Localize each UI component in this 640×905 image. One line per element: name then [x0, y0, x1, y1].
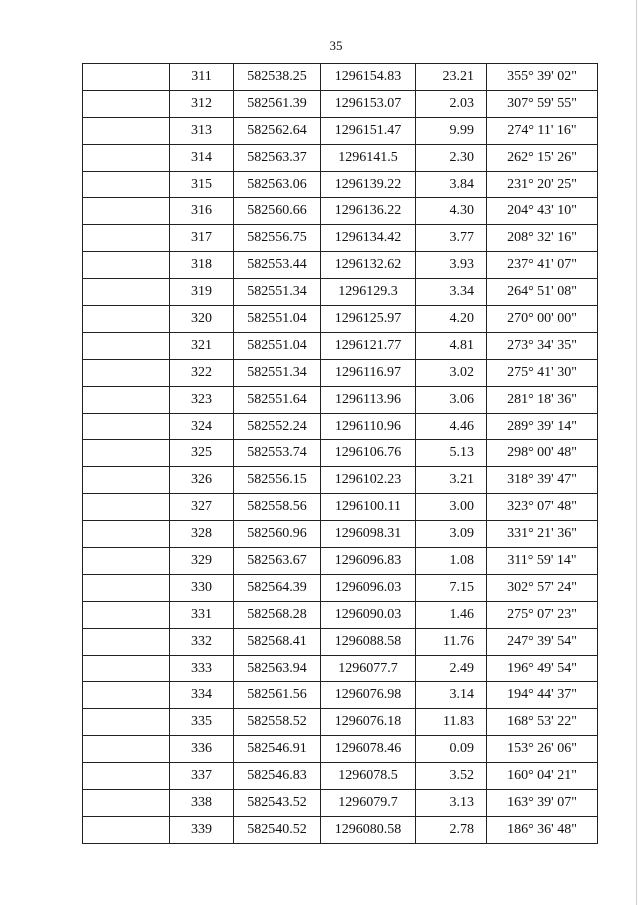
direction-angle-cell: 311° 59' 14": [487, 548, 598, 575]
x-coordinate-cell: 582560.66: [234, 198, 321, 225]
direction-angle-cell: 196° 49' 54": [487, 655, 598, 682]
row-label-cell: [83, 332, 170, 359]
coordinates-table: [82, 63, 598, 844]
row-label-cell: [83, 306, 170, 333]
direction-angle-cell: 237° 41' 07": [487, 252, 598, 279]
direction-angle-cell: 163° 39' 07": [487, 790, 598, 817]
distance-cell: 9.99: [416, 117, 487, 144]
x-coordinate-cell: 582560.96: [234, 521, 321, 548]
row-label-cell: [83, 816, 170, 843]
row-label-cell: [83, 521, 170, 548]
y-coordinate-cell: 1296078.46: [321, 736, 416, 763]
direction-angle-cell: 274° 11' 16": [487, 117, 598, 144]
row-label-cell: [83, 601, 170, 628]
x-coordinate-cell: 582538.25: [234, 64, 321, 91]
x-coordinate-cell: 582546.91: [234, 736, 321, 763]
row-label-cell: [83, 198, 170, 225]
direction-angle-cell: 204° 43' 10": [487, 198, 598, 225]
table-row: [83, 225, 598, 252]
table-row: [83, 628, 598, 655]
y-coordinate-cell: 1296079.7: [321, 790, 416, 817]
point-number-cell: 338: [170, 790, 234, 817]
row-label-cell: [83, 359, 170, 386]
x-coordinate-cell: 582558.56: [234, 494, 321, 521]
table-row: [83, 816, 598, 843]
distance-cell: 3.09: [416, 521, 487, 548]
x-coordinate-cell: 582553.74: [234, 440, 321, 467]
direction-angle-cell: 273° 34' 35": [487, 332, 598, 359]
y-coordinate-cell: 1296136.22: [321, 198, 416, 225]
distance-cell: 3.06: [416, 386, 487, 413]
point-number-cell: 329: [170, 548, 234, 575]
table-row: [83, 117, 598, 144]
y-coordinate-cell: 1296121.77: [321, 332, 416, 359]
table-row: [83, 521, 598, 548]
direction-angle-cell: 168° 53' 22": [487, 709, 598, 736]
direction-angle-cell: 298° 00' 48": [487, 440, 598, 467]
table-row: [83, 306, 598, 333]
y-coordinate-cell: 1296110.96: [321, 413, 416, 440]
x-coordinate-cell: 582562.64: [234, 117, 321, 144]
y-coordinate-cell: 1296154.83: [321, 64, 416, 91]
row-label-cell: [83, 763, 170, 790]
point-number-cell: 339: [170, 816, 234, 843]
distance-cell: 2.03: [416, 90, 487, 117]
direction-angle-cell: 281° 18' 36": [487, 386, 598, 413]
row-label-cell: [83, 628, 170, 655]
x-coordinate-cell: 582551.04: [234, 332, 321, 359]
row-label-cell: [83, 64, 170, 91]
direction-angle-cell: 289° 39' 14": [487, 413, 598, 440]
direction-angle-cell: 262° 15' 26": [487, 144, 598, 171]
x-coordinate-cell: 582568.41: [234, 628, 321, 655]
distance-cell: 3.77: [416, 225, 487, 252]
y-coordinate-cell: 1296151.47: [321, 117, 416, 144]
table-row: [83, 359, 598, 386]
table-row: [83, 171, 598, 198]
table-row: [83, 655, 598, 682]
x-coordinate-cell: 582561.39: [234, 90, 321, 117]
y-coordinate-cell: 1296076.18: [321, 709, 416, 736]
y-coordinate-cell: 1296078.5: [321, 763, 416, 790]
point-number-cell: 335: [170, 709, 234, 736]
row-label-cell: [83, 252, 170, 279]
table-row: [83, 144, 598, 171]
distance-cell: 2.49: [416, 655, 487, 682]
y-coordinate-cell: 1296102.23: [321, 467, 416, 494]
x-coordinate-cell: 582556.15: [234, 467, 321, 494]
table-row: [83, 790, 598, 817]
distance-cell: 1.46: [416, 601, 487, 628]
y-coordinate-cell: 1296100.11: [321, 494, 416, 521]
distance-cell: 3.13: [416, 790, 487, 817]
distance-cell: 3.21: [416, 467, 487, 494]
row-label-cell: [83, 279, 170, 306]
y-coordinate-cell: 1296116.97: [321, 359, 416, 386]
point-number-cell: 314: [170, 144, 234, 171]
table-row: [83, 763, 598, 790]
y-coordinate-cell: 1296129.3: [321, 279, 416, 306]
direction-angle-cell: 153° 26' 06": [487, 736, 598, 763]
point-number-cell: 330: [170, 574, 234, 601]
direction-angle-cell: 318° 39' 47": [487, 467, 598, 494]
table-row: [83, 736, 598, 763]
distance-cell: 3.84: [416, 171, 487, 198]
x-coordinate-cell: 582564.39: [234, 574, 321, 601]
point-number-cell: 326: [170, 467, 234, 494]
row-label-cell: [83, 709, 170, 736]
x-coordinate-cell: 582561.56: [234, 682, 321, 709]
direction-angle-cell: 186° 36' 48": [487, 816, 598, 843]
point-number-cell: 320: [170, 306, 234, 333]
direction-angle-cell: 275° 07' 23": [487, 601, 598, 628]
point-number-cell: 313: [170, 117, 234, 144]
direction-angle-cell: 275° 41' 30": [487, 359, 598, 386]
distance-cell: 0.09: [416, 736, 487, 763]
row-label-cell: [83, 736, 170, 763]
table-row: [83, 709, 598, 736]
row-label-cell: [83, 440, 170, 467]
direction-angle-cell: 302° 57' 24": [487, 574, 598, 601]
direction-angle-cell: 355° 39' 02": [487, 64, 598, 91]
x-coordinate-cell: 582563.67: [234, 548, 321, 575]
point-number-cell: 336: [170, 736, 234, 763]
page-number: 35: [329, 38, 343, 53]
direction-angle-cell: 270° 00' 00": [487, 306, 598, 333]
y-coordinate-cell: 1296077.7: [321, 655, 416, 682]
x-coordinate-cell: 582563.37: [234, 144, 321, 171]
direction-angle-cell: 208° 32' 16": [487, 225, 598, 252]
y-coordinate-cell: 1296088.58: [321, 628, 416, 655]
y-coordinate-cell: 1296132.62: [321, 252, 416, 279]
row-label-cell: [83, 494, 170, 521]
row-label-cell: [83, 117, 170, 144]
row-label-cell: [83, 386, 170, 413]
row-label-cell: [83, 467, 170, 494]
table-row: [83, 682, 598, 709]
direction-angle-cell: 247° 39' 54": [487, 628, 598, 655]
x-coordinate-cell: 582540.52: [234, 816, 321, 843]
direction-angle-cell: 307° 59' 55": [487, 90, 598, 117]
row-label-cell: [83, 655, 170, 682]
y-coordinate-cell: 1296096.03: [321, 574, 416, 601]
y-coordinate-cell: 1296090.03: [321, 601, 416, 628]
x-coordinate-cell: 582546.83: [234, 763, 321, 790]
distance-cell: 3.14: [416, 682, 487, 709]
row-label-cell: [83, 144, 170, 171]
x-coordinate-cell: 582551.64: [234, 386, 321, 413]
point-number-cell: 319: [170, 279, 234, 306]
point-number-cell: 324: [170, 413, 234, 440]
direction-angle-cell: 264° 51' 08": [487, 279, 598, 306]
x-coordinate-cell: 582563.06: [234, 171, 321, 198]
distance-cell: 3.00: [416, 494, 487, 521]
distance-cell: 5.13: [416, 440, 487, 467]
y-coordinate-cell: 1296076.98: [321, 682, 416, 709]
table-row: [83, 467, 598, 494]
x-coordinate-cell: 582552.24: [234, 413, 321, 440]
y-coordinate-cell: 1296141.5: [321, 144, 416, 171]
y-coordinate-cell: 1296096.83: [321, 548, 416, 575]
row-label-cell: [83, 90, 170, 117]
x-coordinate-cell: 582551.04: [234, 306, 321, 333]
direction-angle-cell: 160° 04' 21": [487, 763, 598, 790]
distance-cell: 2.30: [416, 144, 487, 171]
coordinates-table-body: [83, 64, 598, 844]
table-row: [83, 413, 598, 440]
point-number-cell: 312: [170, 90, 234, 117]
distance-cell: 1.08: [416, 548, 487, 575]
point-number-cell: 325: [170, 440, 234, 467]
table-row: [83, 198, 598, 225]
table-row: [83, 252, 598, 279]
distance-cell: 3.93: [416, 252, 487, 279]
table-row: [83, 386, 598, 413]
y-coordinate-cell: 1296106.76: [321, 440, 416, 467]
distance-cell: 2.78: [416, 816, 487, 843]
y-coordinate-cell: 1296113.96: [321, 386, 416, 413]
distance-cell: 4.20: [416, 306, 487, 333]
distance-cell: 3.02: [416, 359, 487, 386]
point-number-cell: 334: [170, 682, 234, 709]
point-number-cell: 315: [170, 171, 234, 198]
direction-angle-cell: 194° 44' 37": [487, 682, 598, 709]
distance-cell: 11.76: [416, 628, 487, 655]
point-number-cell: 328: [170, 521, 234, 548]
x-coordinate-cell: 582551.34: [234, 279, 321, 306]
direction-angle-cell: 331° 21' 36": [487, 521, 598, 548]
x-coordinate-cell: 582556.75: [234, 225, 321, 252]
row-label-cell: [83, 171, 170, 198]
table-row: [83, 64, 598, 91]
table-row: [83, 548, 598, 575]
table-row: [83, 494, 598, 521]
point-number-cell: 332: [170, 628, 234, 655]
y-coordinate-cell: 1296139.22: [321, 171, 416, 198]
y-coordinate-cell: 1296134.42: [321, 225, 416, 252]
distance-cell: 7.15: [416, 574, 487, 601]
x-coordinate-cell: 582568.28: [234, 601, 321, 628]
distance-cell: 23.21: [416, 64, 487, 91]
distance-cell: 3.52: [416, 763, 487, 790]
x-coordinate-cell: 582553.44: [234, 252, 321, 279]
distance-cell: 4.46: [416, 413, 487, 440]
point-number-cell: 316: [170, 198, 234, 225]
point-number-cell: 331: [170, 601, 234, 628]
x-coordinate-cell: 582558.52: [234, 709, 321, 736]
point-number-cell: 323: [170, 386, 234, 413]
table-row: [83, 601, 598, 628]
scan-edge-line: [636, 0, 637, 905]
row-label-cell: [83, 574, 170, 601]
y-coordinate-cell: 1296125.97: [321, 306, 416, 333]
row-label-cell: [83, 548, 170, 575]
point-number-cell: 337: [170, 763, 234, 790]
table-row: [83, 279, 598, 306]
table-row: [83, 332, 598, 359]
y-coordinate-cell: 1296153.07: [321, 90, 416, 117]
distance-cell: 3.34: [416, 279, 487, 306]
y-coordinate-cell: 1296098.31: [321, 521, 416, 548]
row-label-cell: [83, 413, 170, 440]
direction-angle-cell: 231° 20' 25": [487, 171, 598, 198]
row-label-cell: [83, 225, 170, 252]
point-number-cell: 318: [170, 252, 234, 279]
point-number-cell: 311: [170, 64, 234, 91]
point-number-cell: 327: [170, 494, 234, 521]
row-label-cell: [83, 790, 170, 817]
y-coordinate-cell: 1296080.58: [321, 816, 416, 843]
table-row: [83, 440, 598, 467]
point-number-cell: 322: [170, 359, 234, 386]
row-label-cell: [83, 682, 170, 709]
x-coordinate-cell: 582543.52: [234, 790, 321, 817]
point-number-cell: 317: [170, 225, 234, 252]
distance-cell: 4.81: [416, 332, 487, 359]
table-row: [83, 90, 598, 117]
distance-cell: 4.30: [416, 198, 487, 225]
point-number-cell: 333: [170, 655, 234, 682]
point-number-cell: 321: [170, 332, 234, 359]
direction-angle-cell: 323° 07' 48": [487, 494, 598, 521]
x-coordinate-cell: 582551.34: [234, 359, 321, 386]
distance-cell: 11.83: [416, 709, 487, 736]
table-row: [83, 574, 598, 601]
x-coordinate-cell: 582563.94: [234, 655, 321, 682]
